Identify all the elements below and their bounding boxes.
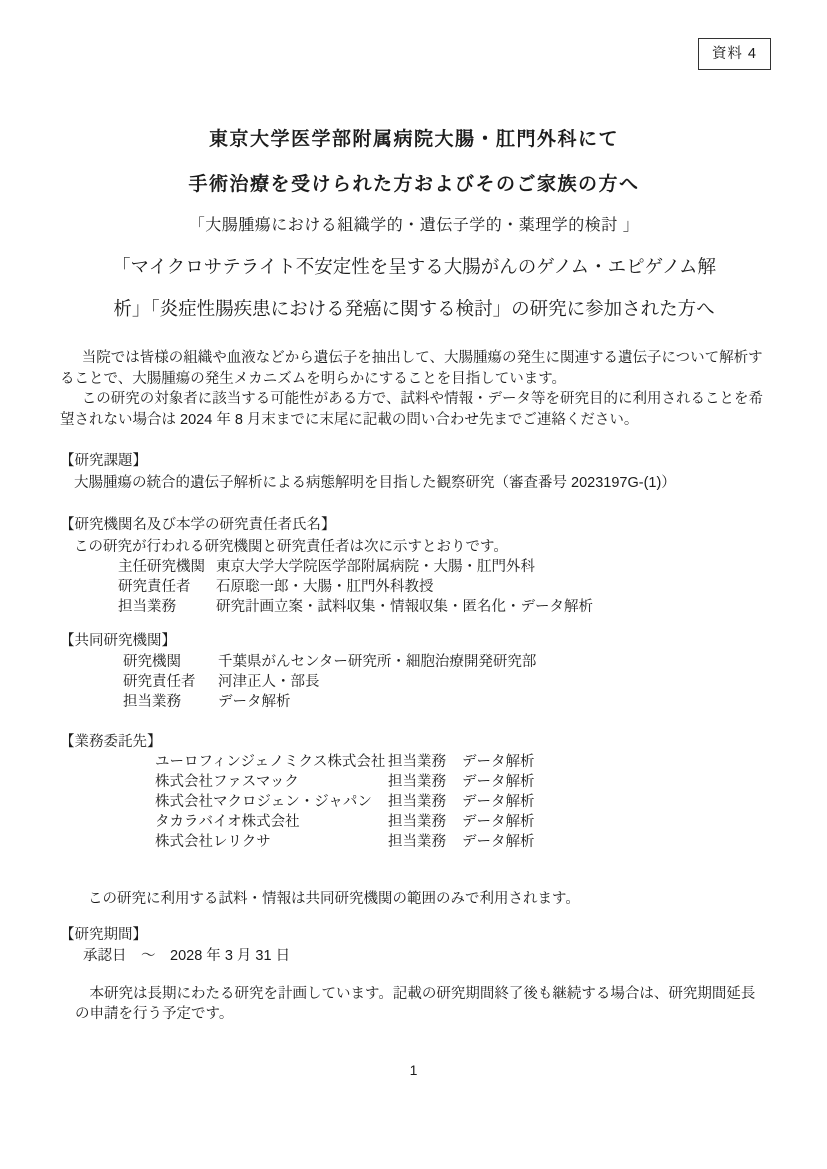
collaborator-row [123,692,768,712]
collaborator-row-label: 研究機関 [123,653,181,670]
collaborators-header: 【共同研究機関】 [60,633,176,649]
contractor-duty-label: 担当業務 [388,754,446,770]
collaborator-row-value: 千葉県がんセンター研究所・細胞治療開発研究部 [218,653,537,670]
contractor-company: 株式会社マクロジェン・ジャパン [155,794,372,810]
contractor-company: 株式会社ファスマック [155,774,299,790]
institutions-header: 【研究機関名及び本学の研究責任者氏名】 [60,517,336,533]
contractor-duty: データ解析 [462,794,535,810]
institution-row [118,577,768,597]
institution-row [118,597,768,617]
intro-paragraph-2: この研究の対象者に該当する可能性がある方で、試料や情報・データ等を研究目的に利用されることを希望されない場合は 2024 年 8 月末までに末尾に記載の問い合わせ先までご連絡ください。 [60,391,763,428]
contractor-row [155,752,768,772]
page-title-line-1: 東京大学医学部附属病院大腸・肛門外科にて [208,129,619,150]
collaborator-row-label: 担当業務 [123,693,181,710]
institution-row-value: 研究計画立案・試料収集・情報収集・匿名化・データ解析 [216,599,593,615]
section-collaborators [60,631,768,712]
institutions-rows [118,557,768,617]
contractor-duty: データ解析 [462,834,535,850]
collaborator-row [123,652,768,672]
intro-paragraph-1: 当院では皆様の組織や血液などから遺伝子を抽出して、大腸腫瘍の発生に関連する遺伝子について解析することで、大腸腫瘍の発生メカニズムを明らかにすることを目指しています。 [60,350,763,387]
contractor-duty-label: 担当業務 [388,834,446,850]
contractor-company: ユーロフィンジェノミクス株式会社 [155,754,386,770]
section-research-topic [60,451,768,493]
usage-note: この研究に利用する試料・情報は共同研究機関の範囲のみで利用されます。 [88,891,580,907]
contractor-duty-label: 担当業務 [388,814,446,830]
contractors-header: 【業務委託先】 [60,733,162,750]
contractor-company: タカラバイオ株式会社 [155,814,300,830]
period-header: 【研究期間】 [60,926,147,943]
closing-paragraph: 本研究は長期にわたる研究を計画しています。記載の研究期間終了後も継続する場合は、研究期間延長の申請を行う予定です。 [75,985,756,1022]
page-title-line-2: 手術治療を受けられた方およびそのご家族の方へ [188,174,640,195]
institutions-lead: この研究が行われる研究機関と研究責任者は次に示すとおりです。 [74,538,508,555]
institution-row-label: 担当業務 [118,599,176,615]
research-topic-header: 【研究課題】 [60,453,147,469]
collaborator-row-value: 河津正人・部長 [218,673,320,690]
institution-row-label: 研究責任者 [118,579,191,595]
contractor-row [155,812,768,832]
institution-row-value: 石原聡一郎・大腸・肛門外科教授 [216,579,434,595]
contractor-duty: データ解析 [462,754,535,770]
contractors-rows [155,752,768,852]
study-name-2-line-1: 「マイクロサテライト不安定性を呈する大腸がんのゲノム・エピゲノム解 [111,256,717,277]
contractor-duty: データ解析 [462,774,535,790]
page-number: 1 [409,1062,418,1078]
contractor-row [155,832,768,852]
section-institutions [60,515,768,617]
study-name-1: 「大腸腫瘍における組織学的・遺伝子学的・薬理学的検討 」 [188,217,640,234]
contractor-duty-label: 担当業務 [388,794,446,810]
collaborators-rows [123,652,768,712]
contractor-row [155,772,768,792]
contractor-duty-label: 担当業務 [388,774,446,790]
intro-block [60,348,768,430]
collaborator-row-value: データ解析 [218,693,291,710]
research-topic-body: 大腸腫瘍の統合的遺伝子解析による病態解明を目指した観察研究（審査番号 2023197G-(1)） [74,474,676,491]
collaborator-row-label: 研究責任者 [123,673,196,690]
section-period [60,925,768,967]
contractor-company: 株式会社レリクサ [155,834,271,850]
contractor-row [155,792,768,812]
contractor-duty: データ解析 [462,814,535,830]
institution-row-value: 東京大学大学院医学部附属病院・大腸・肛門外科 [216,559,535,575]
document-content [60,0,768,1025]
section-contractors [60,732,768,853]
institution-row [118,557,768,577]
document-tag-label: 資料 4 [711,46,757,62]
institution-row-label: 主任研究機関 [118,559,205,575]
period-body: 承認日 ～ 2028 年 3 月 31 日 [83,948,291,964]
study-name-2-line-2: 析」「炎症性腸疾患における発癌に関する検討」の研究に参加された方へ [113,298,715,319]
collaborator-row [123,672,768,692]
